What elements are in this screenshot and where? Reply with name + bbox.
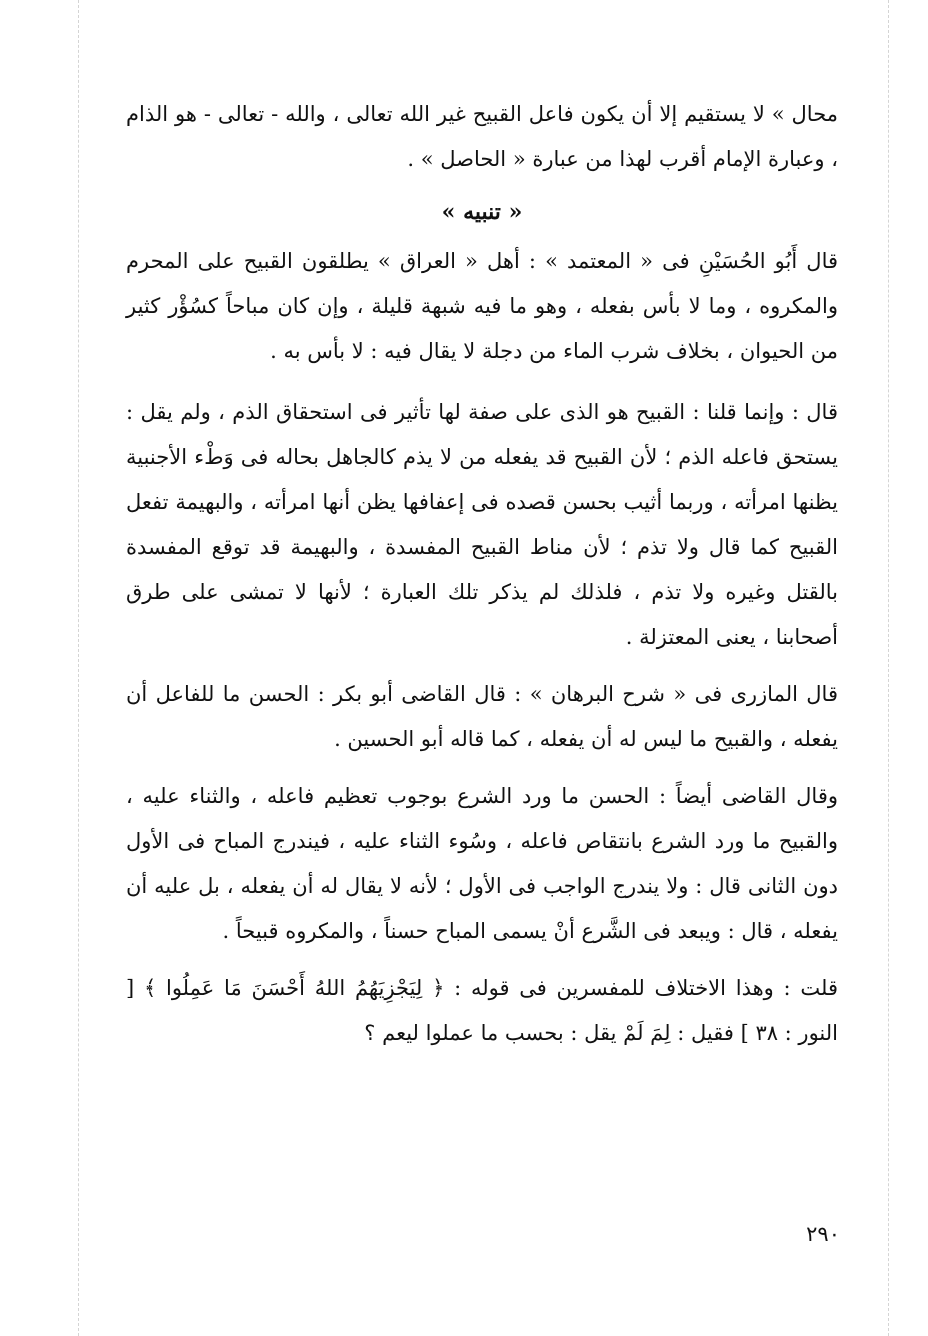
paragraph-qultu: قلت : وهذا الاختلاف للمفسرين فى قوله : ﴿ لِيَجْزِيَهُمُ اللهُ أَحْسَنَ مَا عَمِلُوا ﴾ [ النور : ٣٨ ] فقيل : لِمَ لَمْ يقل : بحسب ما عملوا ليعم ؟ [126, 976, 838, 1045]
paragraph-al-qadi: وقال القاضى أيضاً : الحسن ما ورد الشرع بوجوب تعظيم فاعله ، والثناء عليه ، والقبيح ما ورد الشرع بانتقاص فاعله ، وسُوء الثناء عليه ، فيندرج المباح فى الأول دون الثانى قال : ولا يندرج الواجب فى الأول ؛ لأنه لا يقال له أن يفعله ، بل عليه أن يفعله ، قال : ويبعد فى الشَّرع أنْ يسمى المباح حسناً ، والمكروه قبيحاً . [126, 784, 838, 943]
page-number: ٢٩٠ [806, 1222, 840, 1246]
paragraph-abu-al-husayn: قال أَبُو الحُسَيْنِ فى « المعتمد » : أهل « العراق » يطلقون القبيح على المحرم والمكروه ، وما لا بأس بفعله ، وهو ما فيه شبهة قليلة ، وإن كان مباحاً كسُؤْر كثير من الحيوان ، بخلاف شرب الماء من دجلة لا يقال فيه : لا بأس به . [126, 249, 838, 363]
paragraph-continuation: محال » لا يستقيم إلا أن يكون فاعل القبيح غير الله تعالى ، والله - تعالى - هو الذام ، وعبارة الإمام أقرب لهذا من عبارة « الحاصل » . [126, 102, 838, 171]
page-body [126, 92, 838, 1056]
section-heading: « تنبيه » [441, 199, 523, 225]
scan-margin-line-right [888, 0, 889, 1336]
paragraph-qala-innama-qulna: قال : وإنما قلنا : القبيح هو الذى على صفة لها تأثير فى استحقاق الذم ، ولم يقل : يستحق فاعله الذم ؛ لأن القبيح قد يفعله من لا يذم كالجاهل بحاله فى وَطْء الأجنبية يظنها امرأته ، وربما أثيب بحسن قصده فى إعفافها يظن أنها امرأته ، والبهيمة تفعل القبيح كما قال ولا تذم ؛ لأن مناط القبيح المفسدة ، والبهيمة قد توقع المفسدة بالقتل وغيره ولا تذم ، فلذلك لم يذكر تلك العبارة ؛ لأنها لا تمشى على طرق أصحابنا ، يعنى المعتزلة . [126, 400, 838, 649]
paragraph-al-maziri: قال المازرى فى « شرح البرهان » : قال القاضى أبو بكر : الحسن ما للفاعل أن يفعله ، والقبيح ما ليس له أن يفعله ، كما قاله أبو الحسين . [126, 682, 838, 751]
scan-margin-line-left [78, 0, 79, 1336]
